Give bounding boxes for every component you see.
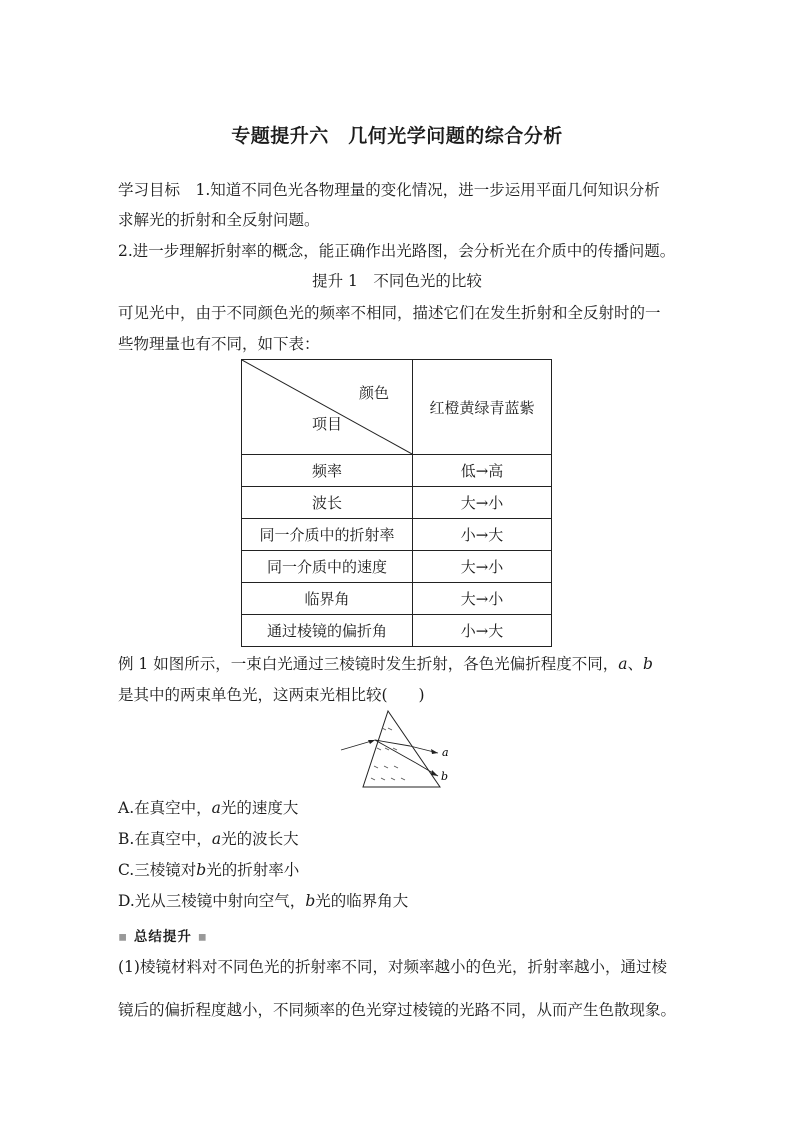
diagonal-header-cell [242,360,413,455]
option-text: 光的波长大 [221,830,299,848]
badge-dot-left: ▪ [118,929,129,945]
row-item: 同一介质中的折射率 [242,519,413,551]
var-a: a [618,655,628,673]
header-color-label: 颜色 [359,384,390,402]
example-line-1 [118,654,653,674]
option-text: C.三棱镜对 [118,861,197,879]
separator: 、 [627,655,643,673]
header-colors-cell: 红橙黄绿青蓝紫 [413,360,552,455]
option-d [118,891,408,911]
table-header-row [242,360,552,455]
option-text: 光的折射率小 [206,861,300,879]
table-row [242,615,552,647]
row-trend: 小→大 [413,615,552,647]
table-row [242,487,552,519]
badge-dot-right: ▪ [197,929,208,945]
row-item: 临界角 [242,583,413,615]
row-trend: 低→高 [413,455,552,487]
arrow-b [431,770,438,776]
row-item: 频率 [242,455,413,487]
section-intro-line-2: 些物理量也有不同，如下表： [118,335,320,353]
prism-triangle [363,711,440,787]
arrow-a [431,749,438,754]
badge-label: 总结提升 [133,929,192,945]
summary-line-2: 镜后的偏折程度越小，不同频率的色光穿过棱镜的光路不同，从而产生色散现象。 [118,1001,677,1019]
table-row [242,519,552,551]
option-var: a [211,799,221,817]
incident-arrow [368,740,375,744]
header-item-label: 项目 [312,415,343,433]
row-trend: 大→小 [413,551,552,583]
figure-label-a: a [442,746,449,759]
option-text: 光的临界角大 [315,892,409,910]
option-text: D.光从三棱镜中射向空气， [118,892,306,910]
var-b: b [642,655,653,673]
table-row [242,455,552,487]
option-text: 光的速度大 [220,799,299,817]
option-b [118,829,299,849]
comparison-table [241,359,552,647]
option-text: A.在真空中， [118,799,212,817]
objectives-line-2: 求解光的折射和全反射问题。 [118,211,320,229]
option-var: a [211,830,222,848]
prism-figure [335,708,465,792]
row-item: 波长 [242,487,413,519]
summary-line-1: (1)棱镜材料对不同色光的折射率不同，对频率越小的色光，折射率越小，通过棱 [118,958,667,976]
option-var: b [305,892,316,910]
option-a [118,798,298,818]
option-text: B.在真空中， [118,830,212,848]
objectives-line-1: 学习目标 1.知道不同色光各物理量的变化情况，进一步运用平面几何知识分析 [118,181,660,199]
row-trend: 小→大 [413,519,552,551]
objectives-line-3: 2.进一步理解折射率的概念，能正确作出光路图，会分析光在介质中的传播问题。 [118,242,676,260]
example-text: 例 1 如图所示，一束白光通过三棱镜时发生折射，各色光偏折程度不同， [118,655,619,673]
diagonal-line [242,360,412,454]
option-var: b [196,861,207,879]
row-item: 同一介质中的速度 [242,551,413,583]
row-item: 通过棱镜的偏折角 [242,615,413,647]
page-title: 专题提升六 几何光学问题的综合分析 [231,125,563,147]
table-row [242,583,552,615]
summary-badge [118,925,208,945]
section-intro-line-1: 可见光中，由于不同颜色光的频率不相同，描述它们在发生折射和全反射时的一 [118,304,661,322]
section-heading: 提升 1 不同色光的比较 [312,272,482,290]
table-row [242,551,552,583]
row-trend: 大→小 [413,487,552,519]
figure-label-b: b [441,770,449,783]
option-c [118,860,299,880]
row-trend: 大→小 [413,583,552,615]
example-line-2: 是其中的两束单色光，这两束光相比较( ) [118,686,425,704]
